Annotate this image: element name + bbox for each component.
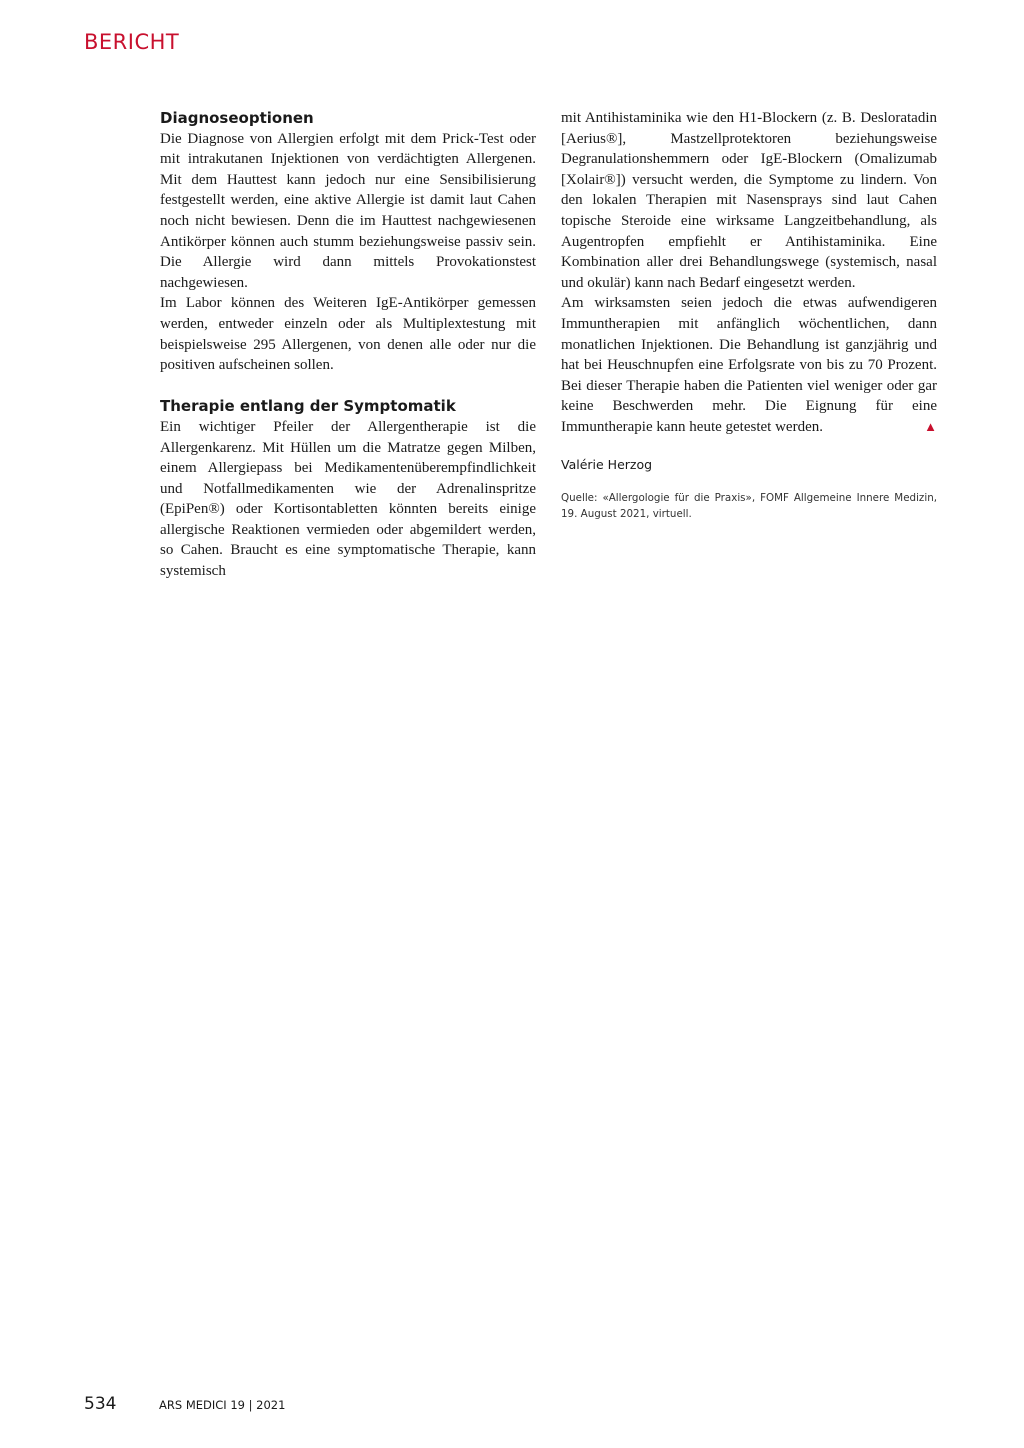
author: Valérie Herzog xyxy=(561,456,653,472)
heading-therapie: Therapie entlang der Symptomatik xyxy=(160,397,456,416)
paragraph-text: Am wirksamsten seien jedoch die etwas aufwendigeren Immuntherapien mit anfänglich wöchentlichen, dann monatlichen Injektionen. Die Behandlung ist ganzjährig und hat bei Heuschnupfen eine Erfolgsrate von bis zu 70 Prozent. Bei dieser Therapie haben die Patienten viel weniger oder gar keine Beschwerden mehr. Die Eignung für eine Immuntherapie kann heute getestet werden. xyxy=(561,295,937,435)
journal-issue: ARS MEDICI 19 | 2021 xyxy=(159,1398,286,1412)
paragraph: mit Antihistaminika wie den H1-Blockern (z. B. Desloratadin [Aerius®], Mastzellprotektoren beziehungsweise Degranulationshemmern oder IgE-Blockern (Omalizumab [Xolair®]) versucht werden, die Symptome zu lindern. Von den lokalen Therapien mit Nasensprays sind laut Cahen topische Steroide eine wirksame Langzeitbehandlung, als Augentropfen empfiehlt er Antihistaminika. Eine Kombination aller drei Behandlungswege (systemisch, nasal und okulär) kann nach Bedarf eingesetzt werden. xyxy=(561,110,937,291)
right-column xyxy=(561,108,937,522)
paragraph: Im Labor können des Weiteren IgE-Antikörper gemessen werden, entweder einzeln oder als Multiplextestung mit beispielsweise 295 Allergenen, von denen alle oder nur die positiven aufscheinen sollen. xyxy=(160,295,536,374)
source-note: Quelle: «Allergologie für die Praxis», FOMF Allgemeine Innere Medizin, 19. August 2021, virtuell. xyxy=(561,491,937,520)
paragraph: Ein wichtiger Pfeiler der Allergentherapie ist die Allergenkarenz. Mit Hüllen um die Matratze gegen Milben, einem Allergiepass bei Medikamentenüberempfindlichkeit und Notfallmedikamenten wie der Adrenalinspritze (EpiPen®) oder Kortisontabletten könnten bereits einige allergische Reaktionen vermieden oder abgemildert werden, so Cahen. Braucht es eine symptomatische Therapie, kann systemisch xyxy=(160,418,536,580)
page-number: 534 xyxy=(84,1394,117,1414)
paragraph-last xyxy=(561,293,937,437)
heading-diagnoseoptionen: Diagnoseoptionen xyxy=(160,109,314,127)
paragraph: Die Diagnose von Allergien erfolgt mit dem Prick-Test oder mit intrakutanen Injektionen von verdächtigten Allergenen. Mit dem Hauttest kann jedoch nur eine Sensibilisierung festgestellt werden, eine aktive Allergie ist damit laut Cahen noch nicht bewiesen. Denn die im Hauttest nachgewiesenen Antikörper können auch stumm beziehungsweise passiv sein. Die Allergie wird dann mittels Provokationstest nachgewiesen. xyxy=(160,130,536,291)
left-column xyxy=(160,108,536,582)
section-tag: BERICHT xyxy=(84,30,180,54)
spacer xyxy=(160,376,536,397)
end-triangle-icon: ▲ xyxy=(924,418,937,434)
